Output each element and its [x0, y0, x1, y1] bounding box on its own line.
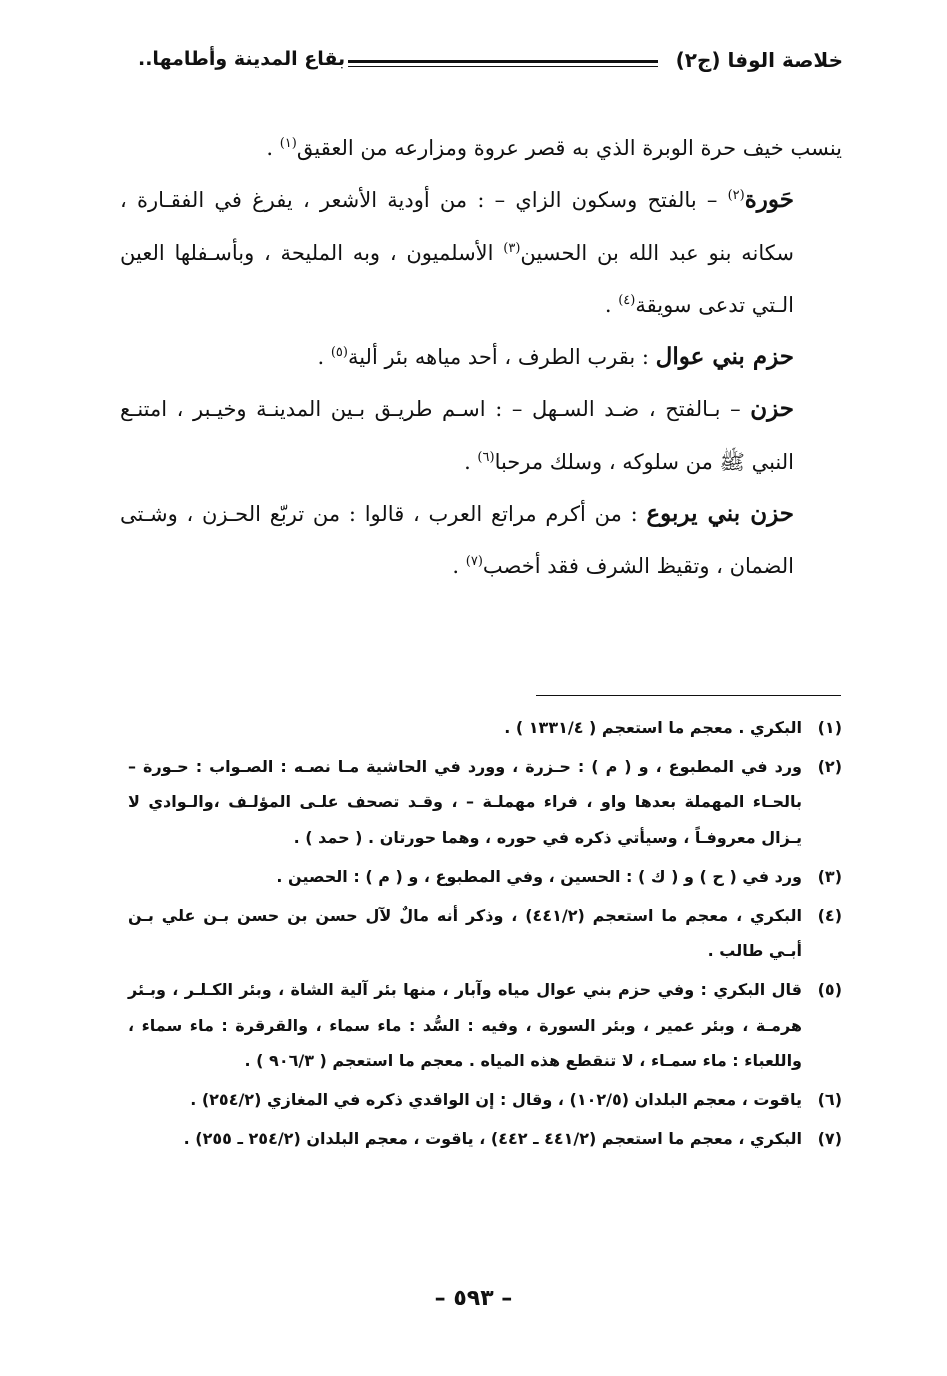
footnote-number: (٥)	[817, 980, 842, 1000]
running-header	[108, 42, 843, 82]
header-book-title: خلاصة الوفا (ج٢)	[675, 48, 843, 72]
footnote-ref: (٢)	[727, 188, 745, 204]
footnote-number: (٧)	[817, 1129, 842, 1149]
footnote-number: (٢)	[817, 757, 842, 777]
paragraph-text: الأسلميون ، وبه المليحة ، وبأسـفلها العين الـتي تدعى سويقة	[120, 240, 794, 317]
header-section-title: بقاع المدينة وأطامها..	[138, 48, 346, 70]
footnote-text: البكري ، معجم ما استعجم (٤٤١/٢) ، وذكر أنه مالٌ لآل حسن بن حسن بـن علي بـن أبـي طالب .	[128, 906, 802, 961]
header-rule-thin	[348, 66, 658, 67]
entry-term: حزم بني عوال	[655, 343, 794, 371]
entry-term: حزن	[750, 395, 794, 423]
footnote-text: ياقوت ، معجم البلدان (١٠٢/٥) ، وقال : إن الواقدي ذكره في المغازي (٢٥٤/٢) .	[190, 1090, 802, 1110]
footnote-ref: (٤)	[618, 292, 636, 308]
paragraph-text: ينسب خيف حرة الوبرة الذي به قصر عروة ومزارعه من العقيق	[296, 136, 842, 160]
paragraph-4	[120, 383, 842, 488]
paragraph-3	[120, 331, 842, 383]
footnote-separator	[536, 695, 841, 696]
paragraph-end: .	[266, 136, 280, 160]
footnote-item	[128, 710, 842, 745]
footnote-ref: (١)	[279, 136, 297, 151]
footnote-item	[128, 1121, 842, 1156]
footnote-ref: (٣)	[503, 240, 521, 256]
footnotes	[128, 710, 842, 1160]
footnote-item	[128, 898, 842, 968]
footnote-number: (٤)	[817, 906, 842, 926]
footnote-text: ورد في ( ح ) و ( ك ) : الحسين ، وفي المطبوع ، و ( م ) : الحصين .	[276, 866, 802, 886]
paragraph-end: .	[604, 292, 619, 317]
header-rule	[348, 60, 658, 63]
paragraph-end: .	[452, 554, 466, 579]
entry-term: حزن بني يربوع	[646, 500, 794, 528]
main-text	[120, 122, 842, 593]
paragraph-end: .	[317, 345, 331, 370]
footnote-item	[128, 1082, 842, 1117]
footnote-item	[128, 749, 842, 855]
footnote-ref: (٧)	[465, 554, 483, 570]
paragraph-text: : بقرب الطرف ، أحد مياهه بئر ألية	[347, 345, 656, 370]
footnote-item	[128, 859, 842, 894]
paragraph-1	[120, 122, 842, 174]
footnote-item	[128, 972, 842, 1078]
paragraph-text: – بـالفتح ، ضـد السـهل – : اسـم طريـق بـين المدينـة وخيـبر ، امتنـع النبي ﷺ من سلوكه ، وسلك مرحبا	[120, 397, 794, 474]
footnote-number: (٣)	[817, 866, 842, 886]
paragraph-5	[120, 488, 842, 593]
footnote-ref: (٥)	[330, 345, 348, 361]
paragraph-text: : من أكرم مراتع العرب ، قالوا : من تربّع الحـزن ، وشـتى الضمان ، وتقيظ الشرف فقد أخصب	[120, 502, 794, 579]
footnote-text: ورد في المطبوع ، و ( م ) : حـزرة ، وورد في الحاشية مـا نصـه : الصـواب : حـورة – بالحـاء المهملة بعدها واو ، فراء مهملـة – ، وقـد تصحف علـى المؤلـف ،والـوادي لا يـزال معروفـاً ، وسيأتي ذكره في حوره ، وهما حورتان . ( حمد ) .	[128, 757, 802, 847]
footnote-ref: (٦)	[477, 449, 495, 465]
footnote-number: (١)	[817, 718, 842, 737]
footnote-text: قال البكري : وفي حزم بني عوال مياه وآبار ، منها بئر آلية الشاة ، وبئر الكـلـر ، وبـئر هرمـة ، وبئر عمير ، وبئر السورة ، وفيه : السُّد : ماء سماء ، والقرقرة : ماء سماء ، واللعباء : ماء سمـاء ، لا تنقطع هذه المياه . معجم ما استعجم ( ٩٠٦/٣ ) .	[128, 980, 802, 1070]
footnote-number: (٦)	[817, 1090, 842, 1110]
page-number: – ٥٩٣ –	[434, 1286, 513, 1311]
entry-term: حَورة	[744, 186, 794, 214]
paragraph-2	[120, 174, 842, 331]
paragraph-end: .	[464, 449, 478, 474]
footnote-text: البكري ، معجم ما استعجم (٤٤١/٢ ـ ٤٤٢) ، ياقوت ، معجم البلدان (٢٥٤/٢ ـ ٢٥٥) .	[183, 1129, 802, 1149]
footnote-text: البكري . معجم ما استعجم ( ١٣٣١/٤ ) .	[504, 718, 802, 737]
paragraph-text: – بالفتح وسكون الزاي – : من أودية الأشعر ، يفرغ في الفقـارة ، سكانه بنو عبد الله بن الحسين	[120, 188, 794, 265]
